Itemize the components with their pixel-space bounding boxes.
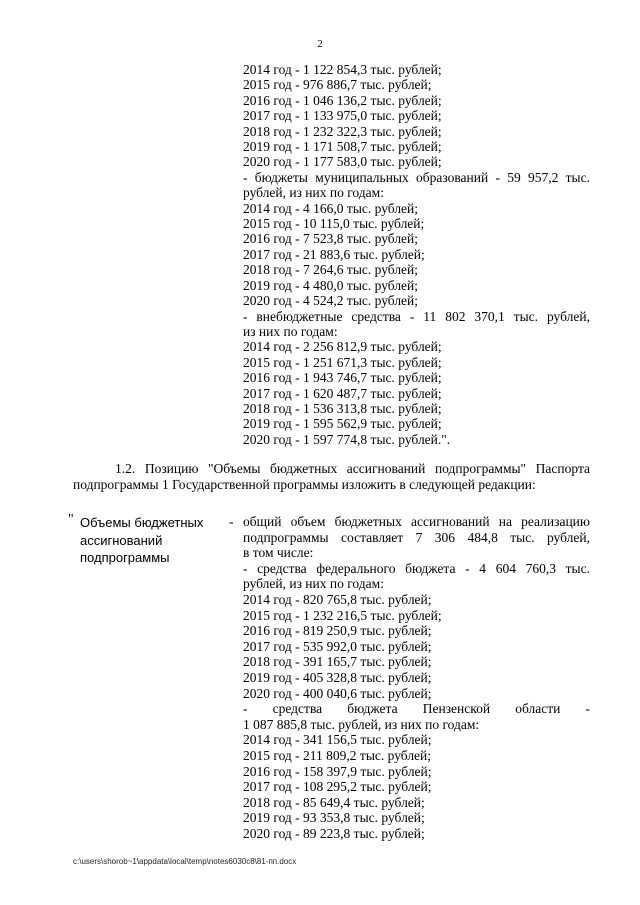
list-line: 2020 год - 4 524,2 тыс. рублей; xyxy=(243,293,419,309)
list-line: 2016 год - 1 046 136,2 тыс. рублей; xyxy=(243,92,442,108)
table-line: подпрограммы составляет 7 306 484,8 тыс. рублей, xyxy=(243,529,590,545)
file-path-footer: c:\users\shorob~1\appdata\local\temp\notes6030c8\81-пп.docx xyxy=(73,857,297,866)
table-line: - средства федерального бюджета - 4 604 760,3 тыс. xyxy=(243,560,590,576)
list-line: 2017 год - 1 133 975,0 тыс. рублей; xyxy=(243,108,442,124)
list-line: 2019 год - 4 480,0 тыс. рублей; xyxy=(243,277,419,293)
list-line: 2019 год - 1 171 508,7 тыс. рублей; xyxy=(243,139,442,155)
table-line: 2015 год - 1 232 216,5 тыс. рублей; xyxy=(243,607,442,623)
page-number: 2 xyxy=(317,38,323,50)
table-line: 2017 год - 108 295,2 тыс. рублей; xyxy=(243,779,432,795)
list-line: 2016 год - 7 523,8 тыс. рублей; xyxy=(243,231,419,247)
table-value-cell xyxy=(243,514,590,841)
list-line: 2014 год - 1 122 854,3 тыс. рублей; xyxy=(243,62,442,77)
list-line: 2014 год - 2 256 812,9 тыс. рублей; xyxy=(243,339,442,355)
funding-by-year-list xyxy=(243,62,590,447)
table-line: 2014 год - 820 765,8 тыс. рублей; xyxy=(243,591,432,607)
table-line: 2016 год - 158 397,9 тыс. рублей; xyxy=(243,763,432,779)
table-line: общий объем бюджетных ассигнований на реализацию xyxy=(243,514,590,529)
list-line: - бюджеты муниципальных образований - 59 957,2 тыс. xyxy=(243,169,590,185)
list-line: 2018 год - 1 536 313,8 тыс. рублей; xyxy=(243,400,442,416)
table-line: 2019 год - 405 328,8 тыс. рублей; xyxy=(243,669,432,685)
table-line: 2019 год - 93 353,8 тыс. рублей; xyxy=(243,810,425,826)
list-line: рублей, из них по годам: xyxy=(243,185,384,201)
list-line: 2018 год - 7 264,6 тыс. рублей; xyxy=(243,262,419,278)
list-line: - внебюджетные средства - 11 802 370,1 тыс. рублей, xyxy=(243,308,590,324)
list-line: 2019 год - 1 595 562,9 тыс. рублей; xyxy=(243,416,442,432)
list-line: 2015 год - 10 115,0 тыс. рублей; xyxy=(243,216,425,232)
list-line: 2017 год - 21 883,6 тыс. рублей; xyxy=(243,246,425,262)
list-line: 2015 год - 976 886,7 тыс. рублей; xyxy=(243,77,432,93)
list-line: 2016 год - 1 943 746,7 тыс. рублей; xyxy=(243,370,442,386)
list-line: из них по годам: xyxy=(243,323,338,339)
table-line: 2018 год - 391 165,7 тыс. рублей; xyxy=(243,654,432,670)
table-line: 2015 год - 211 809,2 тыс. рублей; xyxy=(243,747,432,763)
table-dash: - xyxy=(229,514,234,529)
table-line: 2017 год - 535 992,0 тыс. рублей; xyxy=(243,638,432,654)
list-line: 2015 год - 1 251 671,3 тыс. рублей; xyxy=(243,354,442,370)
table-label-cell: Объемы бюджетных ассигнований подпрограммы xyxy=(80,515,204,565)
list-line: 2020 год - 1 177 583,0 тыс. рублей; xyxy=(243,154,442,170)
table-line: 2014 год - 341 156,5 тыс. рублей; xyxy=(243,732,432,748)
table-line: рублей, из них по годам: xyxy=(243,576,384,592)
table-line: 2018 год - 85 649,4 тыс. рублей; xyxy=(243,794,425,810)
list-line: 2020 год - 1 597 774,8 тыс. рублей.". xyxy=(243,431,451,447)
table-line: 2016 год - 819 250,9 тыс. рублей; xyxy=(243,623,432,639)
amendment-paragraph xyxy=(73,461,590,492)
table-line: 1 087 885,8 тыс. рублей, из них по годам: xyxy=(243,716,480,732)
table-line: в том числе: xyxy=(243,545,314,561)
opening-quote: " xyxy=(68,512,74,527)
table-line: 2020 год - 89 223,8 тыс. рублей; xyxy=(243,825,425,841)
table-line: 2020 год - 400 040,6 тыс. рублей; xyxy=(243,685,432,701)
table-line: - средства бюджета Пензенской области - xyxy=(243,701,590,717)
list-line: 2018 год - 1 232 322,3 тыс. рублей; xyxy=(243,123,442,139)
list-line: 2017 год - 1 620 487,7 тыс. рублей; xyxy=(243,385,442,401)
paragraph-text: 1.2. Позицию "Объемы бюджетных ассигнований подпрограммы" Паспорта подпрограммы 1 Государственной программы изложить в следующей редакции: xyxy=(73,461,590,492)
list-line: 2014 год - 4 166,0 тыс. рублей; xyxy=(243,200,419,216)
